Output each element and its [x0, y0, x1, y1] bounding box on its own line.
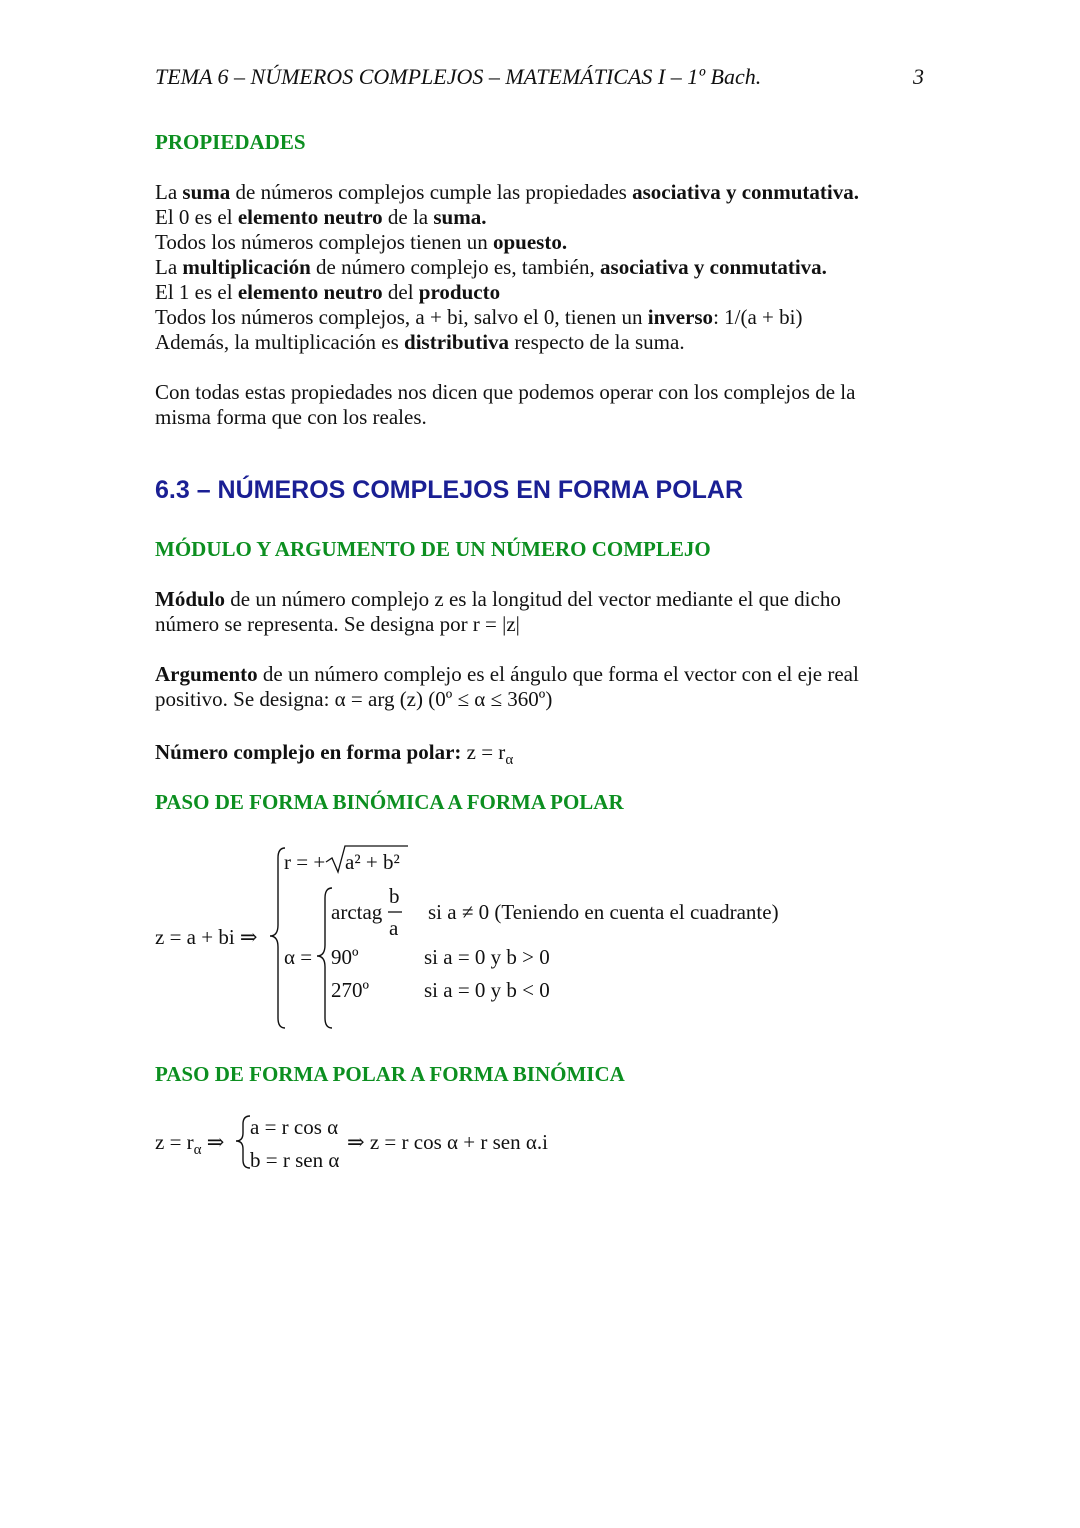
propiedades-line-5: El 1 es el elemento neutro del producto: [155, 280, 501, 304]
argumento-line-1: Argumento de un número complejo es el ángulo que forma el vector con el eje real: [155, 662, 859, 686]
propiedades-line-7: Además, la multiplicación es distributiva respecto de la suma.: [155, 330, 685, 354]
section-title: 6.3 – NÚMEROS COMPLEJOS EN FORMA POLAR: [155, 476, 744, 504]
case-270-value: 270º: [331, 978, 370, 1002]
argumento-line-2: positivo. Se designa: α = arg (z) (0º ≤ α ≤ 360º): [155, 687, 553, 711]
modulo-line-1: Módulo de un número complejo z es la longitud del vector mediante el que dicho: [155, 587, 841, 611]
propiedades-line-2: El 0 es el elemento neutro de la suma.: [155, 205, 487, 229]
heading-polar-a-binomica: PASO DE FORMA POLAR A FORMA BINÓMICA: [155, 1062, 625, 1086]
modulo-line-2: número se representa. Se designa por r = |z|: [155, 612, 520, 636]
heading-modulo-argumento: MÓDULO Y ARGUMENTO DE UN NÚMERO COMPLEJO: [155, 537, 711, 561]
modulus-formula-radicand: a² + b²: [345, 850, 400, 874]
case-arctag-numerator: b: [389, 884, 400, 908]
propiedades-line-1: La suma de números complejos cumple las propiedades asociativa y conmutativa.: [155, 180, 859, 204]
page-header-title: TEMA 6 – NÚMEROS COMPLEJOS – MATEMÁTICAS I – 1º Bach.: [155, 64, 762, 89]
propiedades-conclusion-line-1: Con todas estas propiedades nos dicen que podemos operar con los complejos de la: [155, 380, 856, 404]
page-number: 3: [913, 64, 924, 89]
propiedades-conclusion-line-2: misma forma que con los reales.: [155, 405, 427, 429]
heading-binomica-a-polar: PASO DE FORMA BINÓMICA A FORMA POLAR: [155, 790, 624, 814]
modulus-formula-prefix: r = +: [284, 850, 326, 874]
polar-to-binomial-result: ⇒ z = r cos α + r sen α.i: [347, 1130, 548, 1154]
polar-eq-b: b = r sen α: [250, 1148, 340, 1172]
case-arctag: arctag: [331, 900, 383, 924]
propiedades-line-3: Todos los números complejos tienen un opuesto.: [155, 230, 568, 254]
polar-form-definition: Número complejo en forma polar: $z = r_\alpha$: [155, 740, 514, 768]
polar-eq-a: a = r cos α: [250, 1115, 339, 1139]
case-arctag-condition: si a ≠ 0 (Teniendo en cuenta el cuadrante): [428, 900, 779, 924]
propiedades-line-4: La multiplicación de número complejo es, también, asociativa y conmutativa.: [155, 255, 827, 279]
alpha-equals: α =: [284, 945, 313, 969]
binomial-lhs: z = a + bi ⇒: [155, 925, 258, 949]
heading-propiedades: PROPIEDADES: [155, 130, 306, 154]
case-90-condition: si a = 0 y b > 0: [424, 945, 550, 969]
case-270-condition: si a = 0 y b < 0: [424, 978, 550, 1002]
propiedades-line-6: Todos los números complejos, a + bi, salvo el 0, tienen un inverso: 1/(a + bi): [155, 305, 803, 329]
case-90-value: 90º: [331, 945, 359, 969]
case-arctag-denominator: a: [389, 916, 399, 940]
polar-lhs: $z = r_\alpha$ ⇒: [155, 1130, 225, 1158]
